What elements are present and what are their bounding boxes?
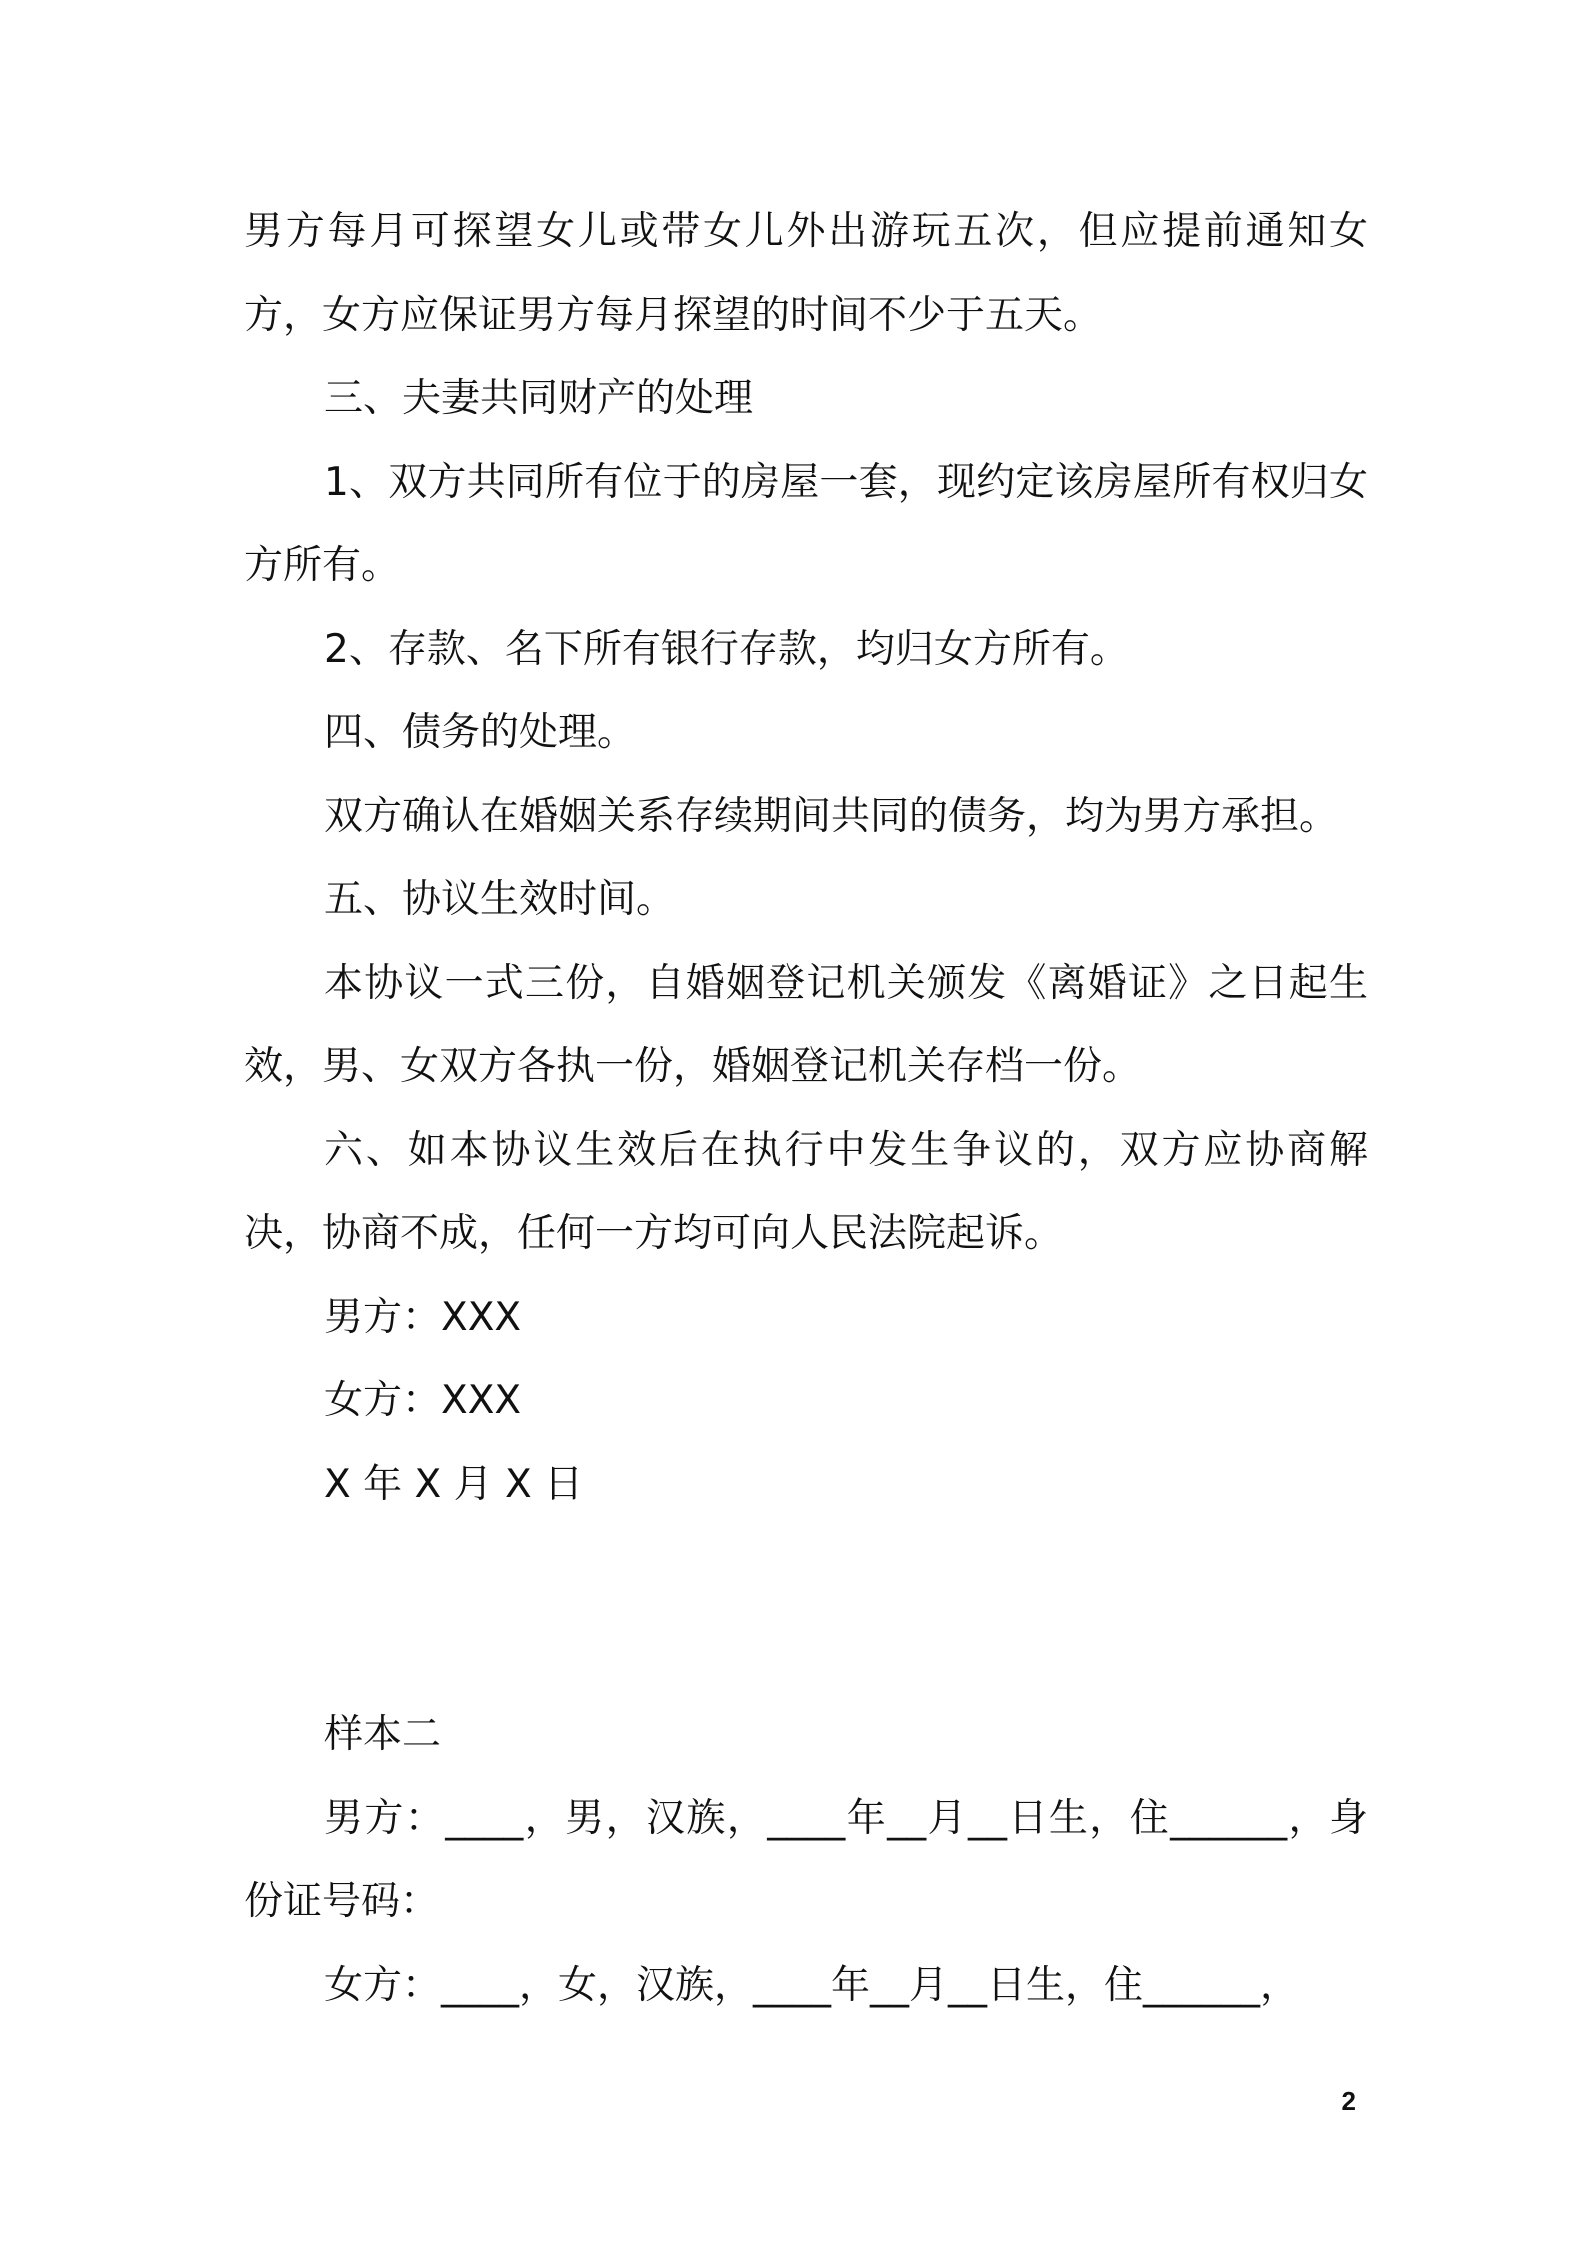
paragraph-visitation-continued: 男方每月可探望女儿或带女儿外出游玩五次，但应提前通知女方，女方应保证男方每月探望的时间不少于五天。	[244, 209, 1368, 338]
page-number: 2	[1341, 2086, 1356, 2116]
clause-debts: 双方确认在婚姻关系存续期间共同的债务，均为男方承担。	[324, 793, 1339, 839]
section-heading-effective-time: 五、协议生效时间。	[324, 877, 676, 922]
section-heading-debts: 四、债务的处理。	[324, 710, 637, 755]
clause-deposits: 2、存款、名下所有银行存款，均归女方所有。	[324, 626, 1129, 672]
sample-two-woman-info: 女方：____，女，汉族，____年__月__日生，住______，	[324, 1962, 1300, 2008]
clause-effective-time: 本协议一式三份，自婚姻登记机关颁发《离婚证》之日起生效，男、女双方各执一份，婚姻登记机关存档一份。	[244, 960, 1368, 1089]
sample-two-heading: 样本二	[324, 1712, 442, 1757]
signature-woman: 女方：XXX	[324, 1378, 522, 1423]
document-body	[244, 190, 1368, 2027]
section-heading-joint-property: 三、夫妻共同财产的处理	[324, 376, 754, 421]
signature-man: 男方：XXX	[324, 1294, 522, 1340]
clause-disputes: 六、如本协议生效后在执行中发生争议的，双方应协商解决，协商不成，任何一方均可向人民法院起诉。	[244, 1127, 1368, 1256]
sample-two-man-info: 男方：____，男，汉族，____年__月__日生，住______，身份证号码：	[244, 1795, 1368, 1924]
section-spacer	[244, 1526, 1368, 1693]
signature-date: X 年 X 月 X 日	[324, 1461, 584, 1507]
clause-house: 1、双方共同所有位于的房屋一套，现约定该房屋所有权归女方所有。	[244, 459, 1368, 588]
